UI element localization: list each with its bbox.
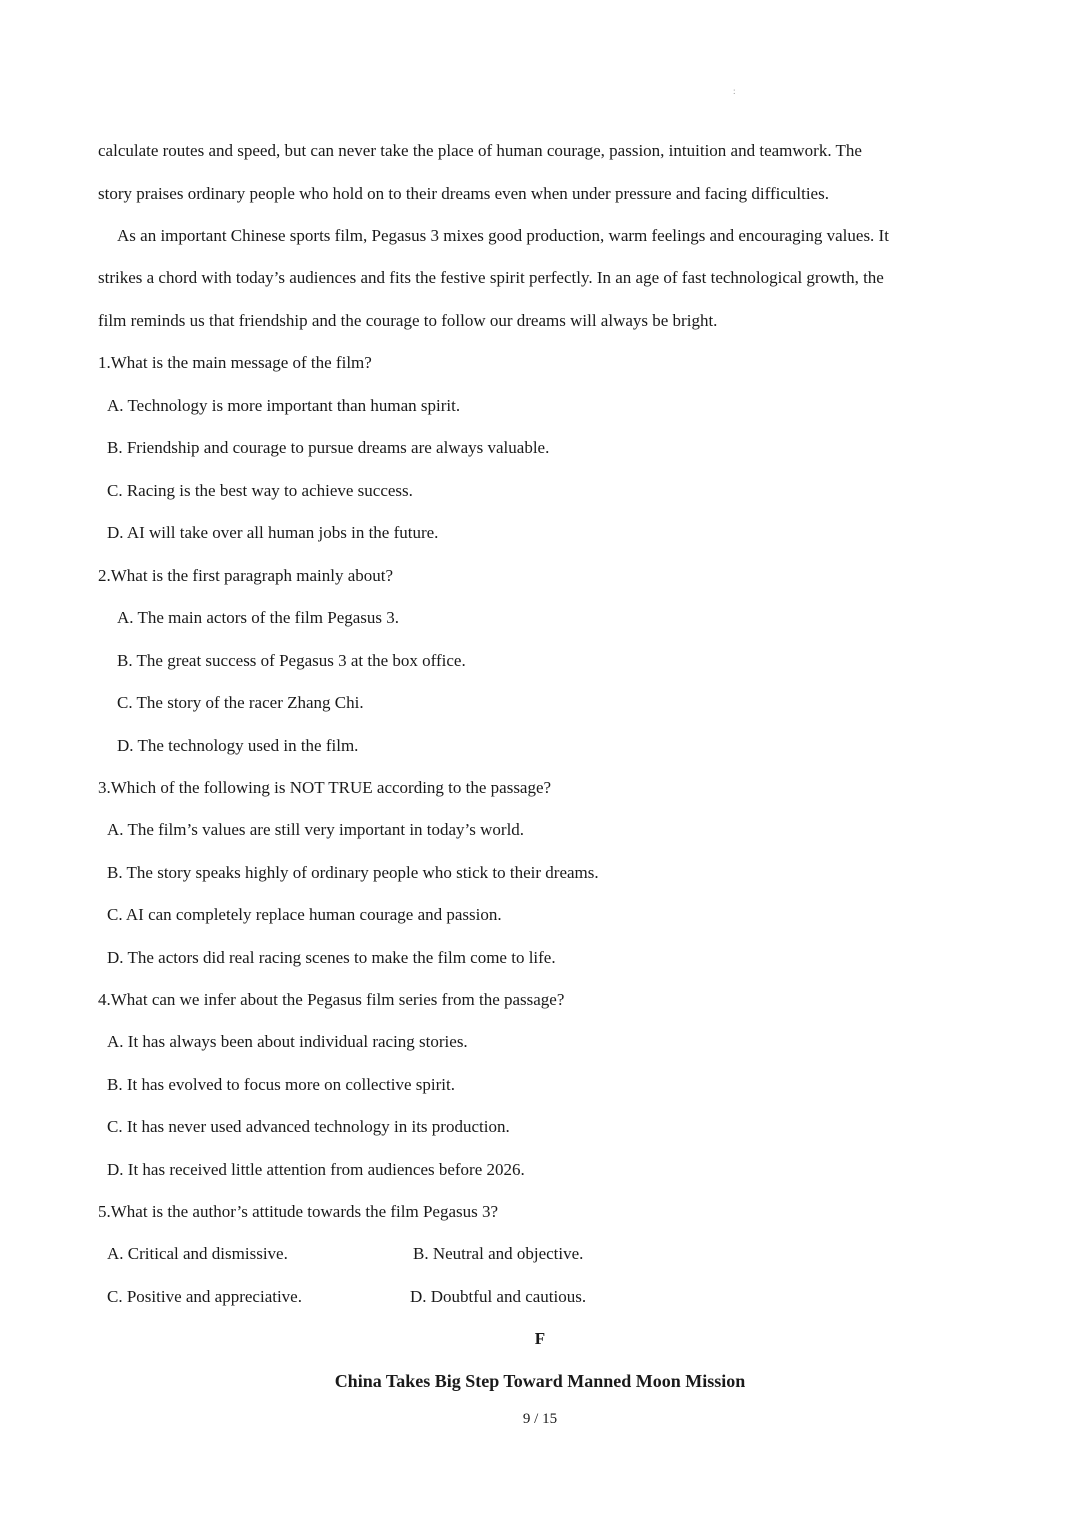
answer-option: B. The story speaks highly of ordinary people who stick to their dreams. xyxy=(107,863,599,882)
answer-option: C. Racing is the best way to achieve success. xyxy=(107,481,413,500)
question-stem: 2.What is the first paragraph mainly about? xyxy=(98,566,394,585)
answer-option: A. Critical and dismissive. xyxy=(107,1244,288,1263)
answer-option: A. Technology is more important than human spirit. xyxy=(107,396,461,415)
passage-line: As an important Chinese sports film, Pegasus 3 mixes good production, warm feelings and encouraging values. It xyxy=(117,226,889,245)
passage-line: strikes a chord with today’s audiences and fits the festive spirit perfectly. In an age of fast technological growth, the xyxy=(98,268,884,287)
answer-option: C. It has never used advanced technology in its production. xyxy=(107,1117,510,1136)
answer-option: B. Friendship and courage to pursue dreams are always valuable. xyxy=(107,438,550,457)
answer-option: D. The actors did real racing scenes to make the film come to life. xyxy=(107,948,556,967)
answer-option: B. It has evolved to focus more on collective spirit. xyxy=(107,1075,455,1094)
answer-option: D. Doubtful and cautious. xyxy=(410,1287,587,1306)
answer-option: B. Neutral and objective. xyxy=(413,1244,584,1263)
passage-line: calculate routes and speed, but can never take the place of human courage, passion, intuition and teamwork. The xyxy=(98,141,862,160)
answer-option: D. The technology used in the film. xyxy=(117,736,359,755)
answer-option: C. AI can completely replace human courage and passion. xyxy=(107,905,502,924)
page-number: 9 / 15 xyxy=(522,1411,558,1427)
answer-option: C. The story of the racer Zhang Chi. xyxy=(117,693,364,712)
answer-option: D. It has received little attention from audiences before 2026. xyxy=(107,1160,525,1179)
answer-option: C. Positive and appreciative. xyxy=(107,1287,302,1306)
answer-option: A. The main actors of the film Pegasus 3. xyxy=(117,608,400,627)
section-letter: F xyxy=(534,1329,546,1348)
question-stem: 5.What is the author’s attitude towards the film Pegasus 3? xyxy=(98,1202,499,1221)
passage-line: film reminds us that friendship and the courage to follow our dreams will always be bright. xyxy=(98,311,718,330)
section-title: China Takes Big Step Toward Manned Moon Mission xyxy=(334,1371,746,1391)
answer-option: A. It has always been about individual racing stories. xyxy=(107,1032,468,1051)
answer-option: D. AI will take over all human jobs in the future. xyxy=(107,523,439,542)
answer-option: B. The great success of Pegasus 3 at the box office. xyxy=(117,651,466,670)
question-stem: 3.Which of the following is NOT TRUE according to the passage? xyxy=(98,778,552,797)
passage-line: story praises ordinary people who hold on to their dreams even when under pressure and facing difficulties. xyxy=(98,184,829,203)
answer-option: A. The film’s values are still very important in today’s world. xyxy=(107,820,525,839)
question-stem: 4.What can we infer about the Pegasus film series from the passage? xyxy=(98,990,565,1009)
question-stem: 1.What is the main message of the film? xyxy=(98,353,372,372)
corner-mark: : xyxy=(733,86,736,96)
